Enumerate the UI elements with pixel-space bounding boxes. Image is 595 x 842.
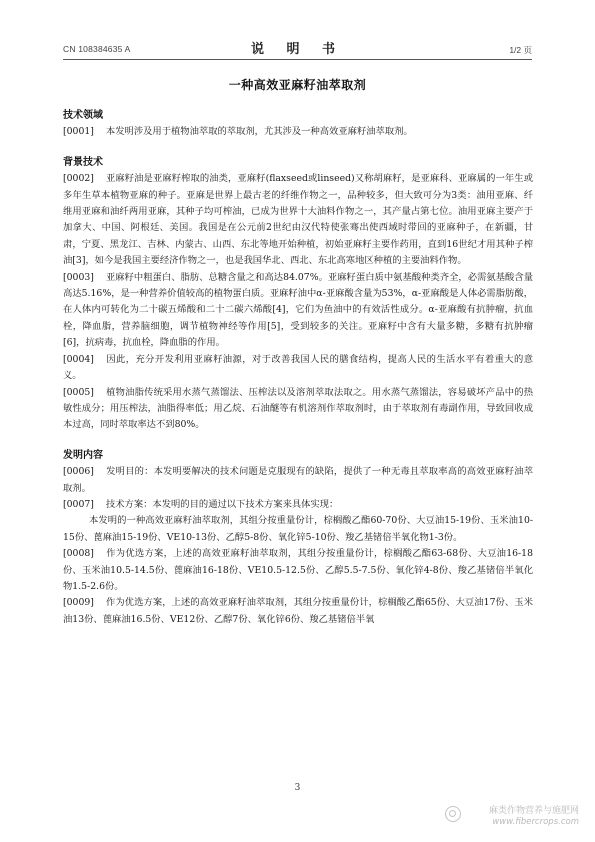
- publication-number: CN 108384635 A: [63, 44, 131, 54]
- paragraph-number: [0007]: [63, 498, 94, 510]
- paragraph: [63, 171, 533, 269]
- paragraph-text: 本发明涉及用于植物油萃取的萃取剂，尤其涉及一种高效亚麻籽油萃取剂。: [105, 126, 413, 138]
- paragraph: [63, 595, 533, 628]
- section-heading-background: 背景技术: [63, 156, 103, 168]
- paragraph-number: [0003]: [63, 271, 94, 283]
- paragraph-text: 技术方案：本发明的目的通过以下技术方案来具体实现：: [105, 498, 339, 510]
- paragraph-text: 植物油脂传统采用水蒸气蒸馏法、压榨法以及溶剂萃取法取之。用水蒸气蒸馏法，容易破坏产品中的热敏性成分；用压榨法，油脂得率低；用乙烷、石油醚等有机溶剂作萃取剂时，由于萃取剂有毒副作用，导致回收成本过高，同时萃取率达不到80%。: [63, 386, 533, 431]
- paragraph-number: [0002]: [63, 173, 94, 185]
- paragraph-text: 亚麻籽中粗蛋白、脂肪、总糖含量之和高达84.07%。亚麻籽蛋白质中氨基酸种类齐全，必需氨基酸含量高达5.16%，是一种营养价值较高的植物蛋白质。亚麻籽油中α-亚麻酸含量为53%，α-亚麻酸是人体必需脂肪酸，在人体内可转化为二十碳五烯酸和二十二碳六烯酸[4]，它们为鱼油中的有效活性成分。α-亚麻酸有抗肿瘤，抗血栓，降血脂，营养脑细胞，调节植物神经等作用[5]，受到较多的关注。亚麻籽中含有大量多糖，多糖有抗肿瘤[6]，抗病毒，抗血栓，降血脂的作用。: [63, 271, 533, 349]
- paragraph-text: 本发明的一种高效亚麻籽油萃取剂，其组分按重量份计，棕榈酸乙酯60-70份、大豆油15-19份、玉米油10-15份、蓖麻油15-19份、VE10-13份、乙醇5-8份、氧化锌5-10份、羧乙基锗倍半氧化物1-3份。: [63, 515, 533, 543]
- paragraph: [63, 385, 533, 434]
- paragraph-text: 因此，充分开发利用亚麻籽油源，对于改善我国人民的膳食结构，提高人民的生活水平有着重大的意义。: [63, 353, 533, 382]
- watermark-url: www.fibercrops.com: [492, 817, 579, 827]
- header-divider: [63, 59, 532, 60]
- paragraph: [63, 124, 533, 140]
- paragraph: [63, 497, 533, 513]
- watermark-text: 麻类作物营养与施肥网: [488, 806, 579, 816]
- section-heading-invention: 发明内容: [63, 449, 103, 461]
- paragraph-number: [0004]: [63, 353, 94, 365]
- paragraph-number: [0008]: [63, 548, 94, 560]
- watermark-logo-icon: [445, 806, 461, 822]
- paragraph-text: 作为优选方案，上述的高效亚麻籽油萃取剂，其组分按重量份计，棕榈酸乙酯65份、大豆油17份、玉米油13份、蓖麻油16.5份、VE12份、乙醇7份、氧化锌6份、羧乙基锗倍半氧: [63, 597, 533, 625]
- document-body: [63, 108, 533, 628]
- paragraph-number: [0005]: [63, 386, 94, 398]
- paragraph-text: 亚麻籽油是亚麻籽榨取的油类，亚麻籽(flaxseed或linseed)又称胡麻籽，是亚麻科、亚麻属的一年生或多年生草本植物亚麻的种子。亚麻是世界上最古老的纤维作物之一，品种较多，但大致可分为3类：油用亚麻、纤维用亚麻和油纤两用亚麻，其种子均可榨油，已成为世界十大油料作物之一，其产量占第七位。油用亚麻主要产于加拿大、中国、阿根廷、美国。我国是在公元前2世纪由汉代特使张骞出使西域时带回的亚麻种子，在新疆，甘肃，宁夏、黑龙江、吉林、内蒙古、山西、东北等地开始种植，初始亚麻籽主要作药用，直到16世纪才用其种子榨油[3]，如今是我国主要经济作物之一，也是我国华北、西北、东北高寒地区种植的主要油料作物。: [63, 173, 533, 267]
- document-title: 一种高效亚麻籽油萃取剂: [228, 78, 367, 92]
- paragraph: [63, 352, 533, 385]
- paragraph-text: 作为优选方案，上述的高效亚麻籽油萃取剂，其组分按重量份计，棕榈酸乙酯63-68份、大豆油16-18份、玉米油10.5-14.5份、蓖麻油16-18份、VE10.5-12.5份、乙醇5.5-7.5份、氧化锌4-8份、羧乙基锗倍半氧化物1.5-2.6份。: [63, 548, 533, 592]
- page-indicator: 1/2 页: [509, 45, 532, 55]
- paragraph-number: [0009]: [63, 597, 94, 609]
- paragraph: [63, 464, 533, 497]
- page-header: [63, 38, 532, 58]
- paragraph: [63, 546, 533, 595]
- paragraph: [63, 270, 533, 352]
- paragraph-text: 发明目的：本发明要解决的技术问题是克服现有的缺陷，提供了一种无毒且萃取率高的高效亚麻籽油萃取剂。: [63, 466, 533, 494]
- paragraph-number: [0006]: [63, 466, 94, 478]
- paragraph-number: [0001]: [63, 126, 94, 138]
- document-type: 说 明 书: [250, 42, 345, 57]
- watermark: [489, 806, 579, 828]
- section-heading-field: 技术领域: [63, 110, 103, 121]
- page-number: 3: [294, 783, 301, 793]
- paragraph: [63, 513, 533, 546]
